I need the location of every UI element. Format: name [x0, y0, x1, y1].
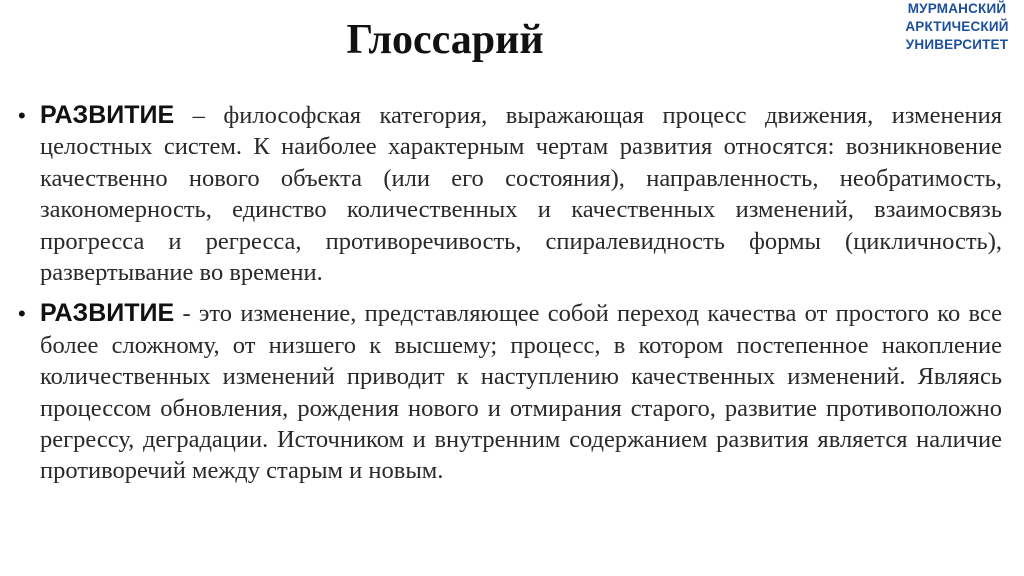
logo-line-2: АРКТИЧЕСКИЙ — [905, 19, 1009, 34]
glossary-entry — [18, 100, 1002, 288]
logo-line-3: УНИВЕРСИТЕТ — [905, 37, 1009, 52]
glossary-list — [18, 100, 1002, 497]
logo-line-1: МУРМАНСКИЙ — [907, 1, 1007, 16]
bullet-icon: • — [18, 103, 26, 128]
bullet-icon: • — [18, 301, 26, 327]
entry-term: РАЗВИТИЕ — [40, 299, 175, 328]
entry-definition — [40, 298, 1002, 486]
entry-text: – философская категория, выражающая процесс движения, изменения целостных систем. К наиболее характерным чертам развития относятся: возникновение качественно нового объекта (или его состояния), направленность, необратимость, закономерность, единство количественных и качественных изменений, взаимосвязь прогресса и регресса, противоречивость, спиралевидность формы (цикличность), развертывание во времени. — [40, 102, 1002, 287]
university-logo — [892, 0, 1022, 54]
glossary-entry — [18, 298, 1002, 486]
entry-definition — [40, 100, 1002, 288]
entry-text: - это изменение, представляющее собой переход качества от простого ко все более сложному, от низшего к высшему; процесс, в котором постепенное накопление количественных изменений приводит к наступлению качественных изменений. Являясь процессом обновления, рождения нового и отмирания старого, развитие противоположно регрессу, деградации. Источником и внутренним содержанием развития является наличие противоречий между старым и новым. — [40, 300, 1002, 485]
slide-title: Глоссарий — [346, 17, 544, 63]
entry-term: РАЗВИТИЕ — [40, 101, 175, 129]
